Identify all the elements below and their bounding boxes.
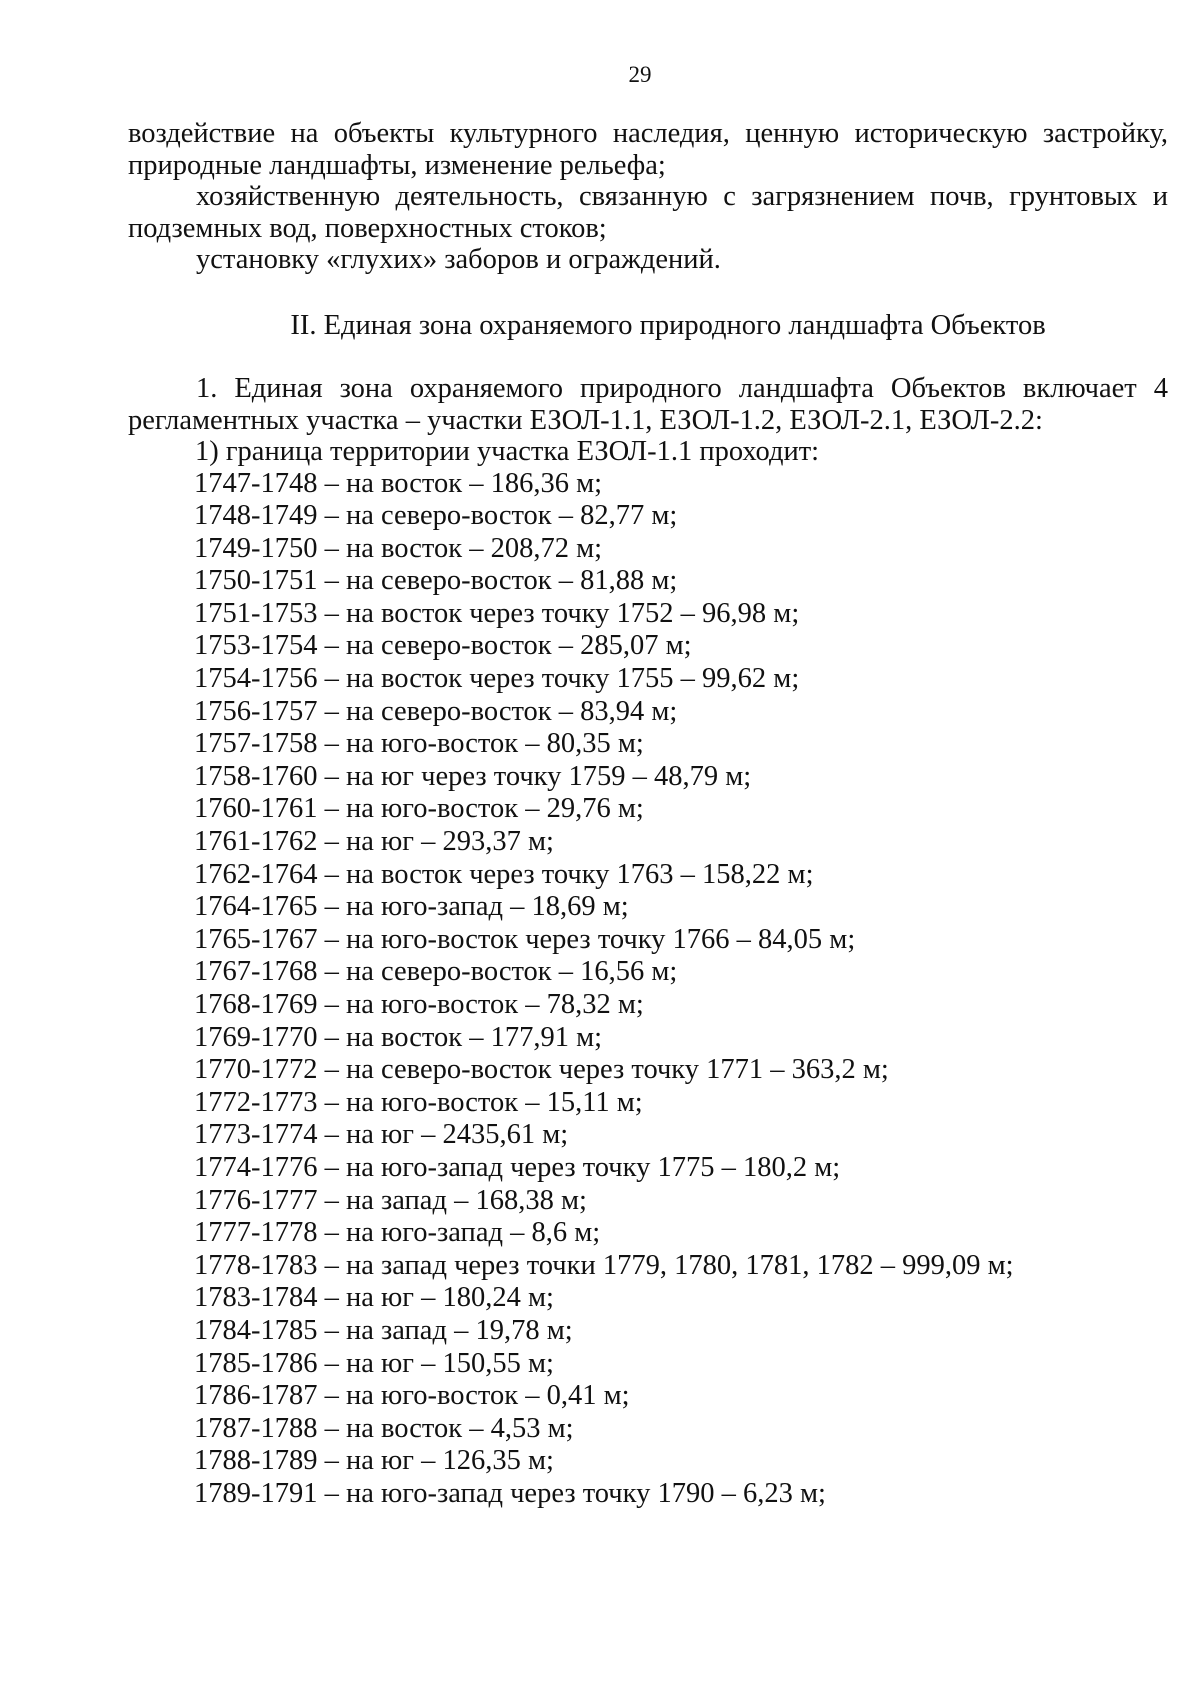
- boundary-segment: 1774-1776 – на юго-запад через точку 1775 – 180,2 м;: [194, 1151, 841, 1183]
- boundary-segment: 1787-1788 – на восток – 4,53 м;: [194, 1412, 574, 1444]
- boundary-segment: 1784-1785 – на запад – 19,78 м;: [194, 1314, 573, 1346]
- boundary-segment: 1750-1751 – на северо-восток – 81,88 м;: [194, 565, 678, 597]
- boundary-segment: 1776-1777 – на запад – 168,38 м;: [194, 1184, 587, 1216]
- boundary-segment: 1747-1748 – на восток – 186,36 м;: [194, 467, 603, 499]
- boundary-segment: 1748-1749 – на северо-восток – 82,77 м;: [194, 500, 678, 532]
- boundary-segment: 1758-1760 – на юг через точку 1759 – 48,79 м;: [194, 760, 752, 792]
- boundary-segment: 1772-1773 – на юго-восток – 15,11 м;: [194, 1086, 643, 1118]
- boundary-segment: 1749-1750 – на восток – 208,72 м;: [194, 532, 603, 564]
- boundary-segment: 1762-1764 – на восток через точку 1763 – 158,22 м;: [194, 858, 814, 890]
- boundary-segment: 1767-1768 – на северо-восток – 16,56 м;: [194, 956, 678, 988]
- boundary-segment: 1760-1761 – на юго-восток – 29,76 м;: [194, 793, 644, 825]
- boundary-segment: 1754-1756 – на восток через точку 1755 – 99,62 м;: [194, 663, 800, 695]
- subclause-1: 1) граница территории участка ЕЗОЛ-1.1 проходит:: [195, 436, 820, 467]
- boundary-segment: 1768-1769 – на юго-восток – 78,32 м;: [194, 989, 644, 1020]
- page-number: 29: [628, 62, 652, 87]
- intro-paragraph-3: установку «глухих» заборов и ограждений.: [196, 244, 721, 275]
- boundary-segment-list: [128, 468, 1168, 1511]
- boundary-segment: 1770-1772 – на северо-восток через точку 1771 – 363,2 м;: [194, 1054, 889, 1086]
- intro-paragraph-2: хозяйственную деятельность, связанную с загрязнением почв, грунтовых и подземных вод, поверхностных стоков;: [128, 181, 1168, 244]
- boundary-segment: 1778-1783 – на запад через точки 1779, 1780, 1781, 1782 – 999,09 м;: [194, 1249, 1014, 1281]
- boundary-segment: 1764-1765 – на юго-запад – 18,69 м;: [194, 891, 629, 923]
- boundary-segment: 1777-1778 – на юго-запад – 8,6 м;: [194, 1217, 601, 1249]
- boundary-segment: 1765-1767 – на юго-восток через точку 1766 – 84,05 м;: [194, 923, 856, 955]
- boundary-segment: 1753-1754 – на северо-восток – 285,07 м;: [194, 630, 692, 662]
- clause-1: 1. Единая зона охраняемого природного ландшафта Объектов включает 4 регламентных участка – участки ЕЗОЛ-1.1, ЕЗОЛ-1.2, ЕЗОЛ-2.1, ЕЗОЛ-2.2:: [128, 373, 1168, 436]
- boundary-segment: 1773-1774 – на юг – 2435,61 м;: [194, 1119, 569, 1151]
- boundary-segment: 1786-1787 – на юго-восток – 0,41 м;: [194, 1380, 630, 1412]
- boundary-segment: 1756-1757 – на северо-восток – 83,94 м;: [194, 695, 678, 727]
- document-body: [128, 118, 1168, 1511]
- boundary-segment: 1751-1753 – на восток через точку 1752 – 96,98 м;: [194, 597, 800, 629]
- boundary-segment: 1789-1791 – на юго-запад через точку 1790 – 6,23 м;: [194, 1477, 826, 1509]
- boundary-segment: 1757-1758 – на юго-восток – 80,35 м;: [194, 728, 644, 760]
- intro-paragraph-1: воздействие на объекты культурного наследия, ценную историческую застройку, природные ландшафты, изменение рельефа;: [128, 118, 1168, 181]
- boundary-segment: 1785-1786 – на юг – 150,55 м;: [194, 1347, 554, 1379]
- boundary-segment: 1783-1784 – на юг – 180,24 м;: [194, 1282, 554, 1314]
- boundary-segment: 1769-1770 – на восток – 177,91 м;: [194, 1021, 603, 1053]
- boundary-segment: 1761-1762 – на юг – 293,37 м;: [194, 826, 554, 858]
- section-heading: II. Единая зона охраняемого природного ландшафта Объектов: [290, 309, 1046, 341]
- boundary-segment: 1788-1789 – на юг – 126,35 м;: [194, 1445, 554, 1477]
